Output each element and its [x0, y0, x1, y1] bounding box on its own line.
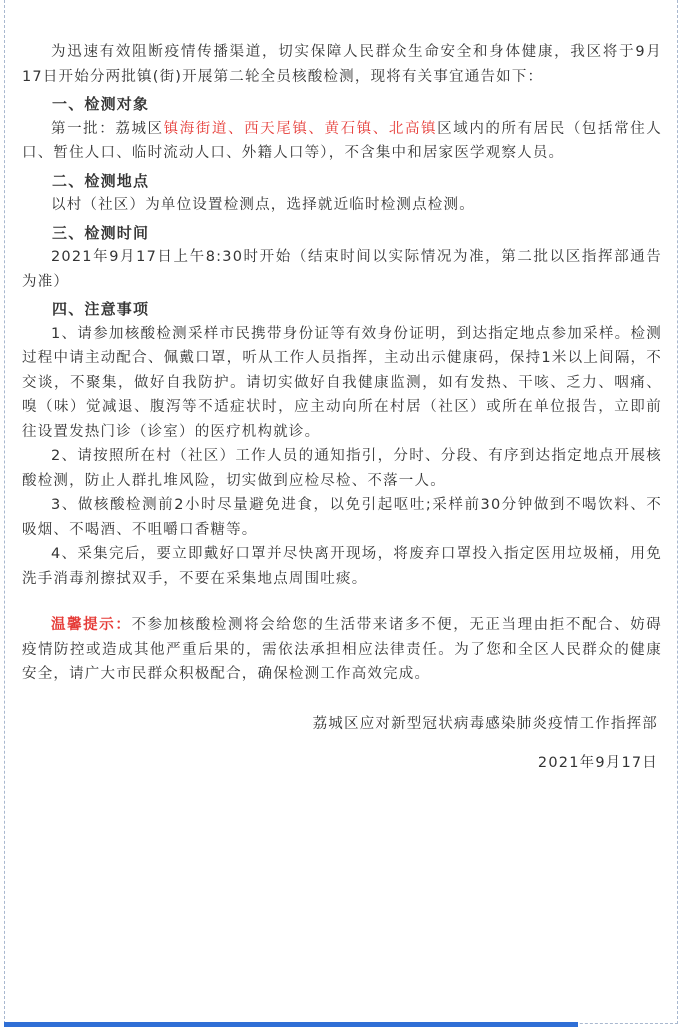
note-item-2: 2、请按照所在村（社区）工作人员的通知指引，分时、分段、有序到达指定地点开展核酸检测，防止人群扎堆风险，切实做到应检尽检、不落一人。 [22, 448, 662, 489]
issuer-signature: 荔城区应对新型冠状病毒感染肺炎疫情工作指挥部 [312, 715, 658, 732]
section-heading-notes: 四、注意事项 [52, 300, 150, 318]
note-item-1: 1、请参加核酸检测采样市民携带身份证等有效身份证明，到达指定地点参加采样。检测过程中请主动配合、佩戴口罩，听从工作人员指挥，主动出示健康码，保持1米以上间隔，不交谈，不聚集，做好自我防护。请切实做好自我健康监测，如有发热、干咳、乏力、咽痛、嗅（味）觉减退、腹泻等不适症状时，应主动向所在村居（社区）或所在单位报告，立即前往设置发热门诊（诊室）的医疗机构就诊。 [22, 325, 662, 440]
section-heading-targets: 一、检测对象 [52, 95, 150, 113]
warm-tip-label: 温馨提示： [51, 617, 132, 633]
bottom-accent-bar [4, 1022, 578, 1027]
intro-paragraph: 为迅速有效阻断疫情传播渠道，切实保障人民群众生命安全和身体健康，我区将于9月17日开始分两批镇(街)开展第二轮全员核酸检测，现将有关事宜通告如下： [22, 44, 662, 85]
notice-body [22, 40, 662, 790]
targets-suffix: 区域内的所有居民（包括常住人口、暂住人口、临时流动人口、外籍人口等），不含集中和居家医学观察人员。 [22, 120, 662, 161]
targets-places: 镇海街道、西天尾镇、黄石镇、北高镇 [163, 120, 438, 137]
note-item-3: 3、做核酸检测前2小时尽量避免进食，以免引起呕吐;采样前30分钟做到不喝饮料、不吸烟、不喝酒、不咀嚼口香糖等。 [22, 497, 662, 538]
note-item-4: 4、采集完后，要立即戴好口罩并尽快离开现场，将废弃口罩投入指定医用垃圾桶，用免洗手消毒剂擦拭双手，不要在采集地点周围吐痰。 [22, 546, 662, 587]
warm-tip-body: 不参加核酸检测将会给您的生活带来诸多不便，无正当理由拒不配合、妨碍疫情防控或造成其他严重后果的，需依法承担相应法律责任。为了您和全区人民群众的健康安全，请广大市民群众积极配合，确保检测工作高效完成。 [22, 617, 662, 682]
section-heading-time: 三、检测时间 [52, 223, 150, 242]
section-heading-location: 二、检测地点 [52, 171, 150, 190]
time-paragraph: 2021年9月17日上午8:30时开始（结束时间以实际情况为准，第二批以区指挥部通告为准） [22, 249, 662, 290]
issue-date: 2021年9月17日 [537, 754, 658, 771]
location-paragraph: 以村（社区）为单位设置检测点，选择就近临时检测点检测。 [51, 197, 475, 213]
targets-paragraph [22, 117, 662, 166]
targets-prefix: 第一批：荔城区 [51, 120, 164, 137]
warm-tip-paragraph [22, 613, 662, 687]
